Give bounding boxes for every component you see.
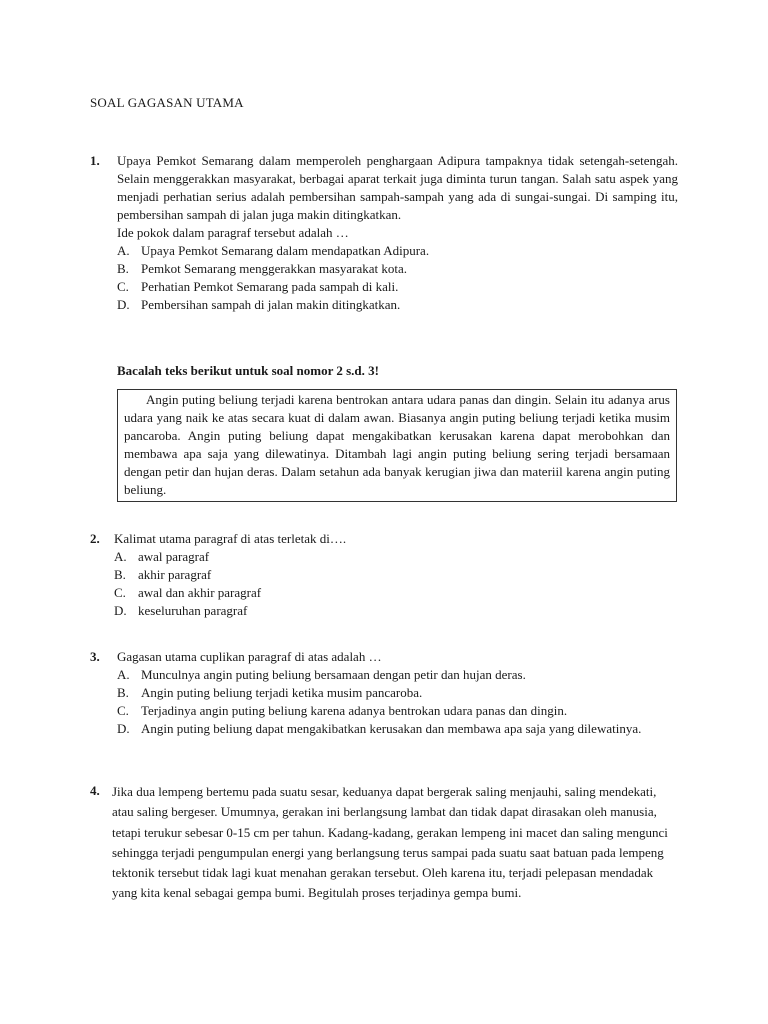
option-text: Upaya Pemkot Semarang dalam mendapatkan Adipura. <box>141 243 430 258</box>
question-prompt: Ide pokok dalam paragraf tersebut adalah … <box>117 225 349 240</box>
option-letter: D. <box>114 603 127 618</box>
option-d <box>117 720 678 738</box>
question-number: 2. <box>90 531 100 546</box>
option-b <box>117 684 678 702</box>
option-letter: B. <box>117 261 129 276</box>
question-stem: Kalimat utama paragraf di atas terletak di…. <box>114 531 347 546</box>
option-text: awal paragraf <box>138 549 210 564</box>
option-d <box>114 602 678 620</box>
question-1 <box>90 152 678 314</box>
option-text: keseluruhan paragraf <box>138 603 248 618</box>
option-c <box>117 278 678 296</box>
option-b <box>117 260 678 278</box>
option-letter: D. <box>117 721 130 736</box>
option-letter: B. <box>117 685 129 700</box>
option-letter: A. <box>117 243 130 258</box>
option-c <box>117 702 678 720</box>
option-letter: C. <box>114 585 126 600</box>
reading-instruction: Bacalah teks berikut untuk soal nomor 2 s.d. 3! <box>117 363 379 378</box>
option-letter: B. <box>114 567 126 582</box>
option-letter: A. <box>117 667 130 682</box>
question-number: 3. <box>90 649 100 664</box>
question-number: 4. <box>90 783 100 798</box>
option-text: Pemkot Semarang menggerakkan masyarakat kota. <box>141 261 408 276</box>
option-b <box>114 566 678 584</box>
question-4 <box>90 782 678 904</box>
option-text: Munculnya angin puting beliung bersamaan dengan petir dan hujan deras. <box>141 667 526 682</box>
option-text: Terjadinya angin puting beliung karena adanya bentrokan udara panas dan dingin. <box>141 703 568 718</box>
option-letter: D. <box>117 297 130 312</box>
option-d <box>117 296 678 314</box>
option-a <box>114 548 678 566</box>
question-stem: Upaya Pemkot Semarang dalam memperoleh penghargaan Adipura tampaknya tidak setengah-setengah. Selain menggerakkan masyarakat, berbagai aparat terkait juga diminta turun tangan. Salah satu aspek yang menjadi perhatian serius adalah pembersihan sampah-sampah yang ada di sungai-sungai. Di samping itu, pembersihan sampah di jalan juga makin ditingkatkan. <box>117 153 678 222</box>
option-a <box>117 666 678 684</box>
option-letter: A. <box>114 549 127 564</box>
option-text: Angin puting beliung dapat mengakibatkan kerusakan dan membawa apa saja yang dilewatinya. <box>141 721 642 736</box>
option-c <box>114 584 678 602</box>
option-letter: C. <box>117 703 129 718</box>
option-text: Perhatian Pemkot Semarang pada sampah di kali. <box>141 279 399 294</box>
option-text: akhir paragraf <box>138 567 212 582</box>
reading-passage: Angin puting beliung terjadi karena bentrokan antara udara panas dan dingin. Selain itu adanya arus udara yang naik ke atas secara kuat di dalam awan. Biasanya angin puting beliung terjadi ketika musim pancaroba. Angin puting beliung dapat mengakibatkan kerusakan karena dapat merobohkan dan membawa apa saja yang dilewatinya. Ditambah lagi angin puting beliung sering terjadi bersamaan dengan petir dan hujan deras. Dalam setahun ada banyak kerugian jiwa dan materiil karena angin puting beliung. <box>117 389 677 502</box>
option-text: awal dan akhir paragraf <box>138 585 262 600</box>
page-title: SOAL GAGASAN UTAMA <box>90 95 244 110</box>
question-number: 1. <box>90 153 100 168</box>
option-text: Angin puting beliung terjadi ketika musim pancaroba. <box>141 685 423 700</box>
question-stem: Jika dua lempeng bertemu pada suatu sesar, keduanya dapat bergerak saling menjauhi, saling mendekati, atau saling bergeser. Umumnya, gerakan ini berlangsung lambat dan tidak dapat dirasakan oleh manusia, tetapi terukur sebesar 0-15 cm per tahun. Kadang-kadang, gerakan lempeng ini macet dan saling mengunci sehingga terjadi pengumpulan energi yang berlangsung terus sampai pada suatu saat batuan pada lempeng tektonik tersebut tidak lagi kuat menahan gerakan tersebut. Oleh karena itu, terjadi pelepasan mendadak yang kita kenal sebagai gempa bumi. Begitulah proses terjadinya gempa bumi. <box>112 784 668 901</box>
question-stem: Gagasan utama cuplikan paragraf di atas adalah … <box>117 649 382 664</box>
option-text: Pembersihan sampah di jalan makin ditingkatkan. <box>141 297 401 312</box>
question-3 <box>90 648 678 738</box>
question-2 <box>90 530 678 620</box>
option-letter: C. <box>117 279 129 294</box>
option-a <box>117 242 678 260</box>
